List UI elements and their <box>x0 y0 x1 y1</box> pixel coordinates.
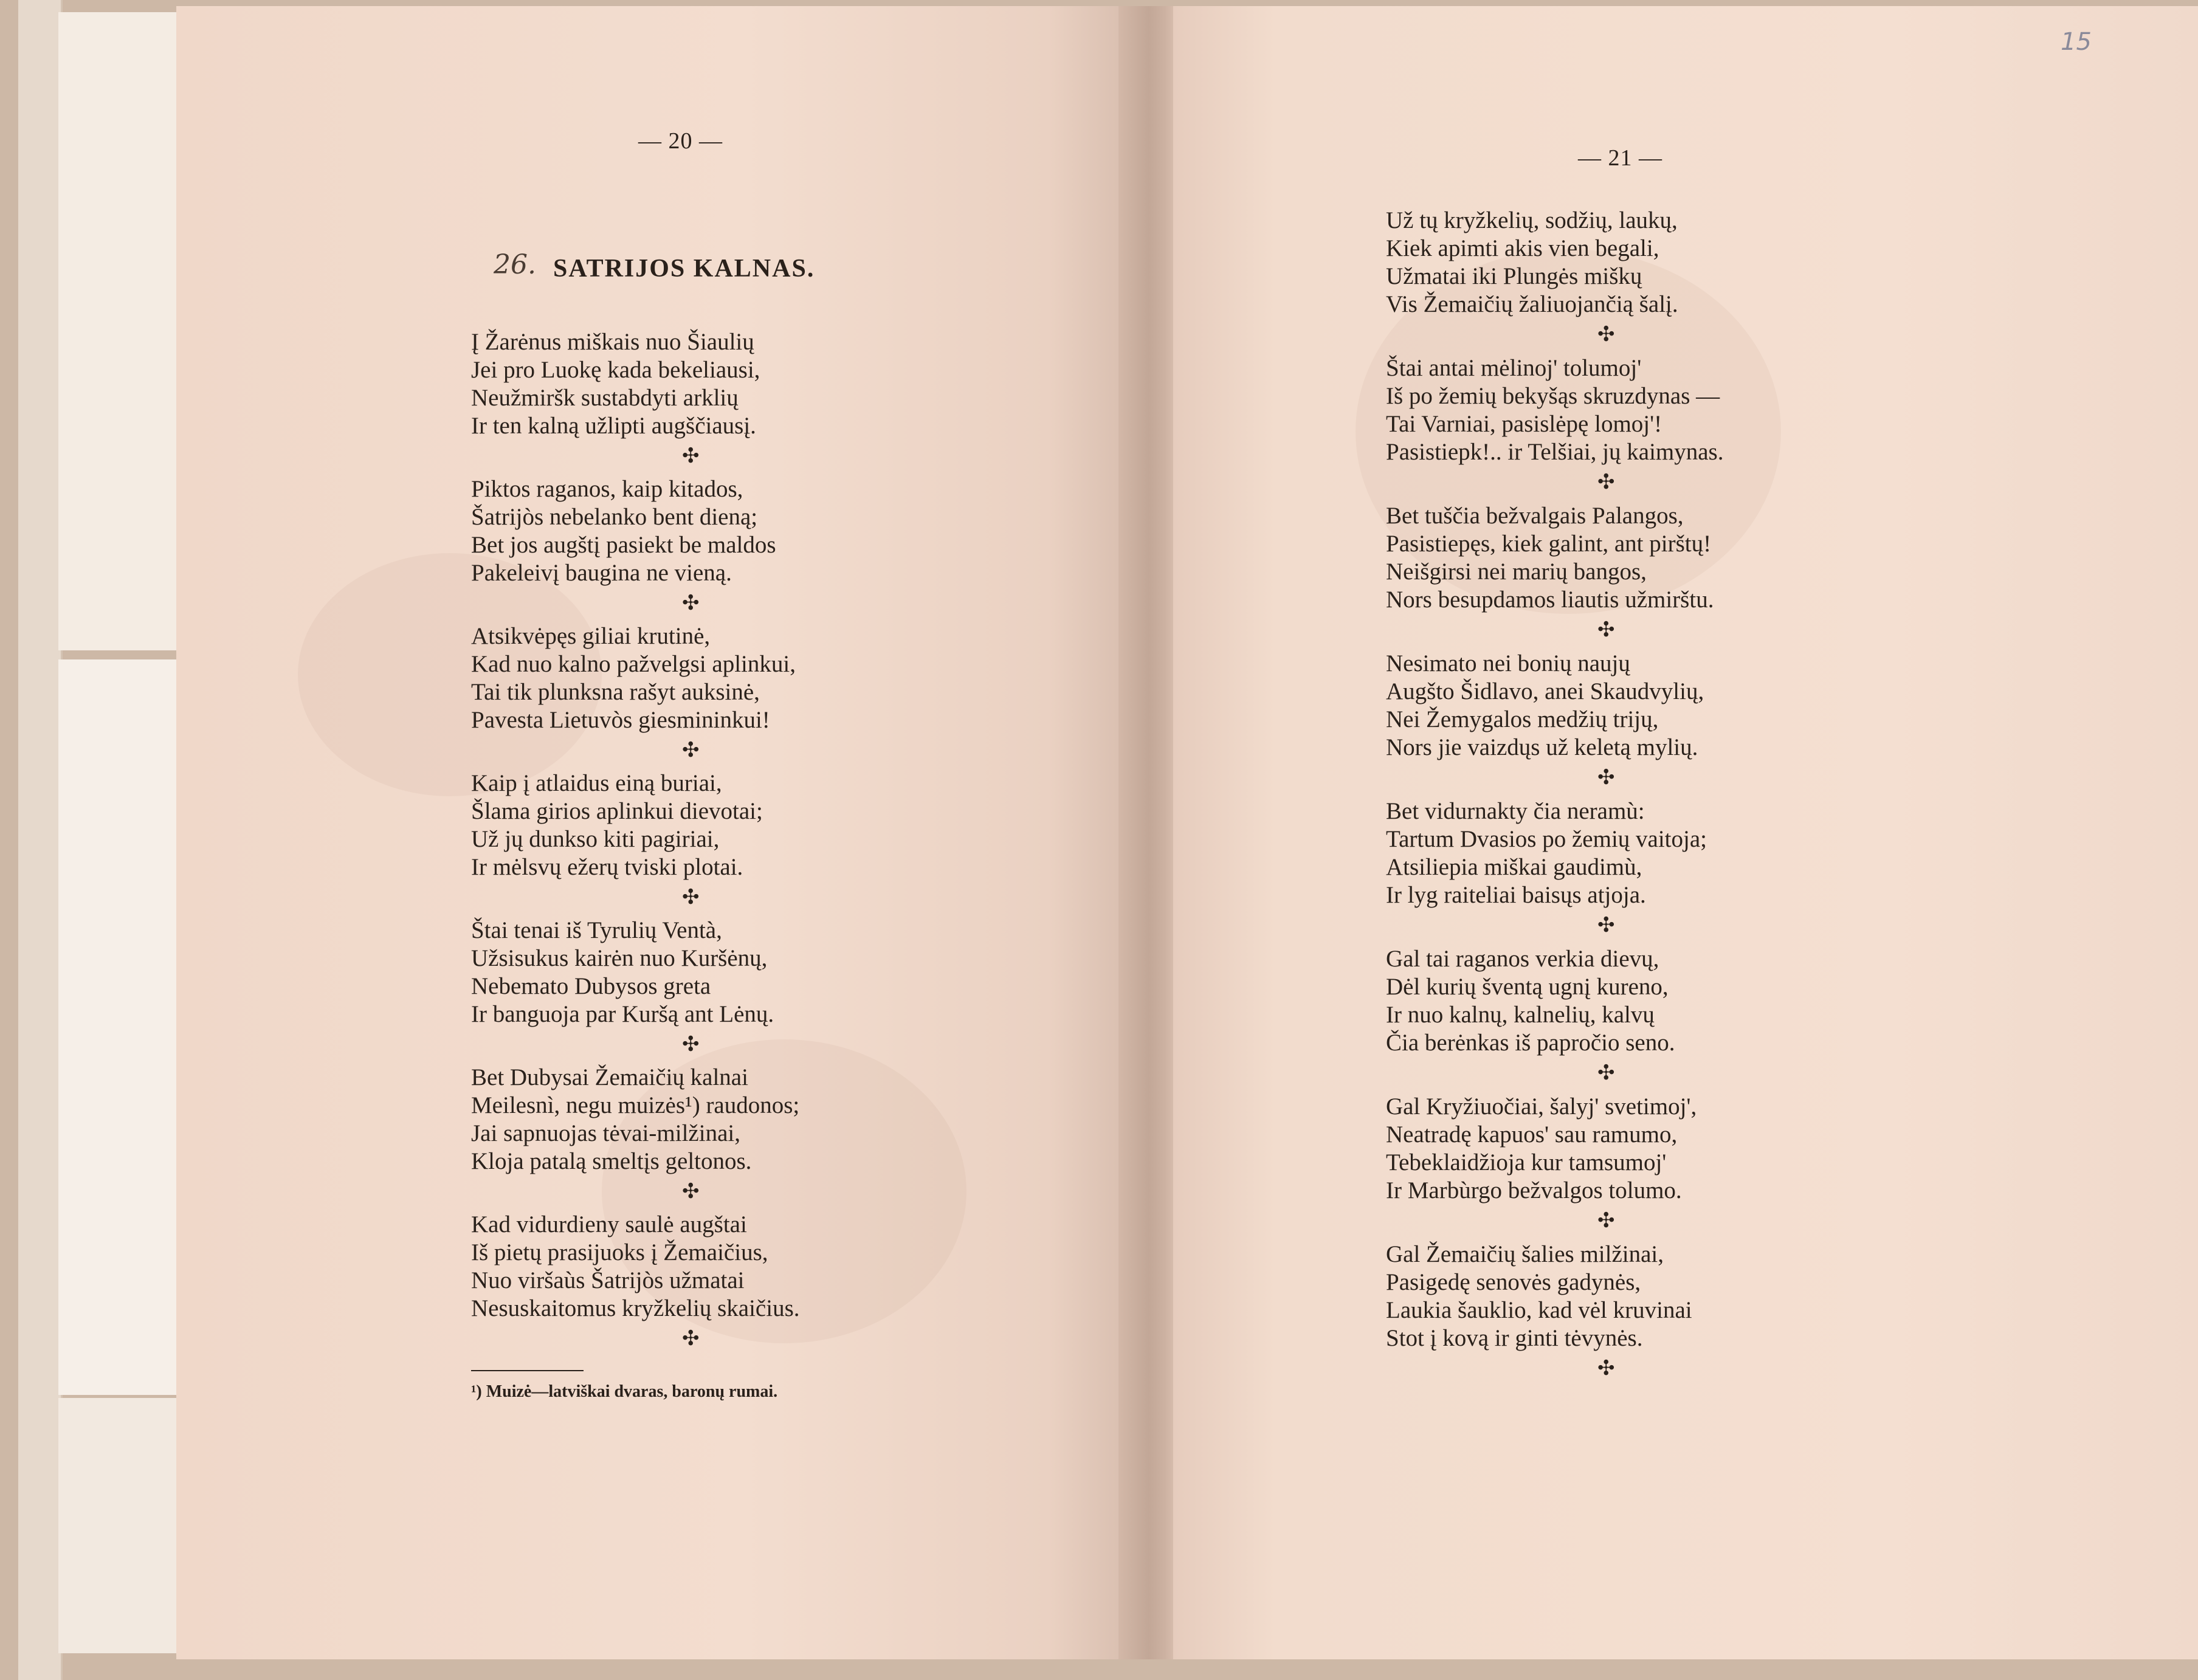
stanza <box>471 1211 800 1323</box>
verse-line: Neatradę kapuos' sau ramumo, <box>1386 1121 1678 1148</box>
verse-line: Augšto Šidlavo, anei Skaudvylių, <box>1386 678 1704 704</box>
verse-line: Jai sapnuojas tėvai-milžinai, <box>471 1120 740 1146</box>
verse-line: Neužmiršk sustabdyti arklių <box>471 385 739 411</box>
verse-line: Ir nuo kalnų, kalnelių, kalvų <box>1386 1002 1655 1028</box>
page-number-left: — 20 — <box>638 128 723 154</box>
verse-line: Piktos raganos, kaip kitados, <box>471 476 743 502</box>
stanza <box>1386 1093 1697 1205</box>
verse-line: Tai Varniai, pasislėpę lomoj'! <box>1386 411 1662 437</box>
verse-line: Nors jie vaizdųs už keletą mylių. <box>1386 734 1698 760</box>
verse-line: Pasistiepk!.. ir Telšiai, jų kaimynas. <box>1386 439 1724 465</box>
paper-edge <box>58 1398 182 1653</box>
verse-line: Gal Kryžiuočiai, šalyj' svetimoj', <box>1386 1093 1697 1120</box>
stanza-separator: ✣ <box>682 445 700 467</box>
verse-line: Atsikvėpęs giliai krutinė, <box>471 623 711 649</box>
verse-line: Kad nuo kalno pažvelgsi aplinkui, <box>471 651 796 677</box>
verse-line: Į Žarėnus miškais nuo Šiaulių <box>471 329 754 355</box>
verse-line: Bet tuščia bežvalgais Palangos, <box>1386 503 1684 529</box>
paper-edge <box>18 0 63 1680</box>
page-number-right: — 21 — <box>1578 145 1662 171</box>
verse-line: Atsiliepia miškai gaudimù, <box>1386 854 1642 880</box>
stanza-separator: ✣ <box>1597 1210 1615 1232</box>
verse-line: Kiek apimti akis vien begali, <box>1386 235 1659 261</box>
verse-line: Štai antai mėlinoj' tolumoj' <box>1386 355 1642 381</box>
paper-edge <box>58 12 182 650</box>
stanza-separator: ✣ <box>682 1327 700 1350</box>
verse-line: Nei Žemygalos medžių trijų, <box>1386 706 1659 732</box>
stanza <box>471 328 760 440</box>
stanza-separator: ✣ <box>682 739 700 762</box>
paper-edge <box>58 659 182 1395</box>
footnote-rule <box>471 1370 584 1371</box>
verse-line: Ir mėlsvų ežerų tviski plotai. <box>471 854 743 880</box>
poem-title: SATRIJOS KALNAS. <box>553 255 815 283</box>
verse-line: Pasigedę senovės gadynės, <box>1386 1269 1641 1295</box>
verse-line: Bet jos augštį pasiekt be maldos <box>471 532 776 558</box>
verse-line: Tartum Dvasios po žemių vaitoja; <box>1386 826 1707 852</box>
verse-line: Laukia šauklio, kad vėl kruvinai <box>1386 1297 1692 1323</box>
verse-line: Iš pietų prasijuoks į Žemaičius, <box>471 1239 768 1265</box>
verse-line: Ir Marbùrgo bežvalgos tolumo. <box>1386 1177 1682 1203</box>
verse-line: Šlama girios aplinkui dievotai; <box>471 798 763 824</box>
stanza-separator: ✣ <box>1597 471 1615 494</box>
verse-line: Už jų dunkso kiti pagiriai, <box>471 826 720 852</box>
stanza <box>1386 207 1678 318</box>
stanza <box>1386 354 1723 466</box>
stanza <box>1386 797 1707 909</box>
verse-line: Kaip į atlaidus einą buriai, <box>471 770 722 796</box>
verse-line: Ir lyg raiteliai baisųs atjoja. <box>1386 882 1646 908</box>
stanza-separator: ✣ <box>1597 914 1615 937</box>
verse-line: Kad vidurdieny saulė augštai <box>471 1211 747 1238</box>
verse-line: Bet Dubysai Žemaičių kalnai <box>471 1064 748 1090</box>
verse-line: Neišgirsi nei marių bangos, <box>1386 559 1647 585</box>
stanza <box>471 769 763 881</box>
stanza-separator: ✣ <box>682 1180 700 1203</box>
verse-line: Nors besupdamos liautis užmirštu. <box>1386 587 1714 613</box>
verse-line: Štai tenai iš Tyrulių Ventà, <box>471 917 722 943</box>
footnote: ¹) Muizė—latviškai dvaras, baronų rumai. <box>471 1382 778 1401</box>
stanza-separator: ✣ <box>1597 766 1615 789</box>
stanza-separator: ✣ <box>1597 1062 1615 1084</box>
verse-line: Už tų kryžkelių, sodžių, laukų, <box>1386 207 1678 233</box>
stanza-separator: ✣ <box>1597 1357 1615 1380</box>
verse-line: Bet vidurnaktу čia neramù: <box>1386 798 1645 824</box>
verse-line: Tai tik plunksna rašyt auksinė, <box>471 679 760 705</box>
stanza-separator: ✣ <box>1597 619 1615 641</box>
pencil-mark: 15 <box>2061 28 2092 56</box>
verse-line: Nesuskaitomus kryžkelių skaičius. <box>471 1295 800 1321</box>
verse-line: Nuo viršaùs Šatrijòs užmatai <box>471 1267 745 1293</box>
stanza-separator: ✣ <box>682 1033 700 1056</box>
stanza <box>1386 1241 1692 1352</box>
verse-line: Užsisukus kairėn nuo Kuršėnų, <box>471 945 768 971</box>
verse-line: Vis Žemaičių žaliuojančią šalį. <box>1386 291 1678 317</box>
verse-line: Nebemato Dubysos greta <box>471 973 711 999</box>
verse-line: Užmatai iki Plungės miškų <box>1386 263 1642 289</box>
verse-line: Nesimato nei bonių naujų <box>1386 650 1630 676</box>
verse-line: Gal tai raganos verkia dievų, <box>1386 946 1659 972</box>
verse-line: Kloja patalą smeltįs geltonos. <box>471 1148 752 1174</box>
stanza-separator: ✣ <box>682 592 700 615</box>
verse-line: Ir banguoja par Kuršą ant Lėnų. <box>471 1001 774 1027</box>
verse-line: Šatrijòs nebelanko bent dieną; <box>471 504 758 530</box>
verse-line: Iš po žemių bekyšąs skruzdynas — <box>1386 383 1720 409</box>
verse-line: Pavesta Lietuvòs giesmininkui! <box>471 707 770 733</box>
verse-line: Pakeleivį baugina ne vieną. <box>471 560 732 586</box>
stanza <box>1386 502 1714 614</box>
stanza <box>471 622 796 734</box>
poem-number: 26. <box>494 249 536 280</box>
verse-line: Stot į kovą ir ginti tėvynės. <box>1386 1325 1643 1351</box>
verse-line: Dėl kurių šventą ugnį kureno, <box>1386 974 1669 1000</box>
stanza-separator: ✣ <box>682 886 700 909</box>
verse-line: Ir ten kalną užlipti augščiausį. <box>471 413 756 439</box>
verse-line: Gal Žemaičių šalies milžinai, <box>1386 1241 1664 1267</box>
stanza <box>471 475 776 587</box>
verse-line: Jei pro Luokę kada bekeliausi, <box>471 357 760 383</box>
stanza-separator: ✣ <box>1597 323 1615 346</box>
stanza <box>471 1064 799 1176</box>
stanza <box>471 917 774 1028</box>
verse-line: Tebeklaidžioja kur tamsumoj' <box>1386 1149 1667 1176</box>
verse-line: Pasistiepęs, kiek galint, ant pirštų! <box>1386 531 1712 557</box>
verse-line: Čia berėnkas iš papročio seno. <box>1386 1030 1675 1056</box>
verse-line: Meilesnì, negu muizės¹) raudonos; <box>471 1092 800 1118</box>
stanza <box>1386 945 1675 1057</box>
stanza <box>1386 650 1704 762</box>
